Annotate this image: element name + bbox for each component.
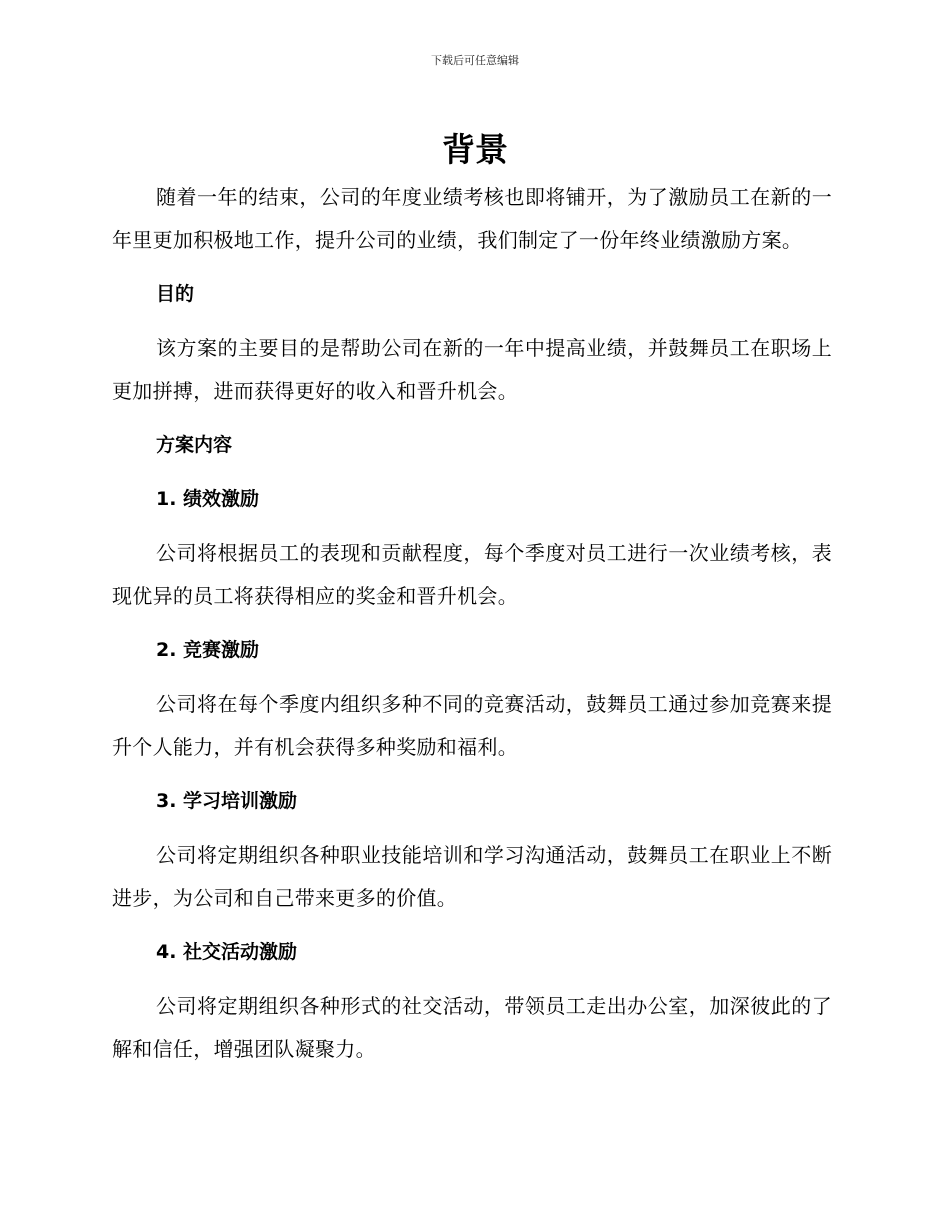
page-title: 背景 — [442, 130, 508, 169]
section-text-performance: 公司将根据员工的表现和贡献程度，每个季度对员工进行一次业绩考核，表现优异的员工将获得相应的奖金和晋升机会。 — [112, 541, 832, 608]
section-heading-social: 4. 社交活动激励 — [156, 941, 298, 963]
header-note: 下载后可任意编辑 — [431, 54, 519, 67]
intro-paragraph: 随着一年的结束，公司的年度业绩考核也即将铺开，为了激励员工在新的一年里更加积极地工作，提升公司的业绩，我们制定了一份年终业绩激励方案。 — [112, 185, 832, 252]
section-text-training: 公司将定期组织各种职业技能培训和学习沟通活动，鼓舞员工在职业上不断进步，为公司和自己带来更多的价值。 — [112, 843, 832, 910]
section-heading-performance: 1. 绩效激励 — [156, 488, 260, 510]
section-text-social: 公司将定期组织各种形式的社交活动，带领员工走出办公室，加深彼此的了解和信任，增强团队凝聚力。 — [112, 994, 832, 1061]
content-heading: 方案内容 — [156, 434, 233, 456]
purpose-heading: 目的 — [156, 283, 195, 305]
document-body — [112, 176, 832, 1071]
section-heading-competition: 2. 竞赛激励 — [156, 639, 260, 661]
purpose-paragraph: 该方案的主要目的是帮助公司在新的一年中提高业绩，并鼓舞员工在职场上更加拼搏，进而获得更好的收入和晋升机会。 — [112, 336, 832, 403]
section-text-competition: 公司将在每个季度内组织多种不同的竞赛活动，鼓舞员工通过参加竞赛来提升个人能力，并有机会获得多种奖励和福利。 — [112, 692, 832, 759]
section-heading-training: 3. 学习培训激励 — [156, 790, 298, 812]
